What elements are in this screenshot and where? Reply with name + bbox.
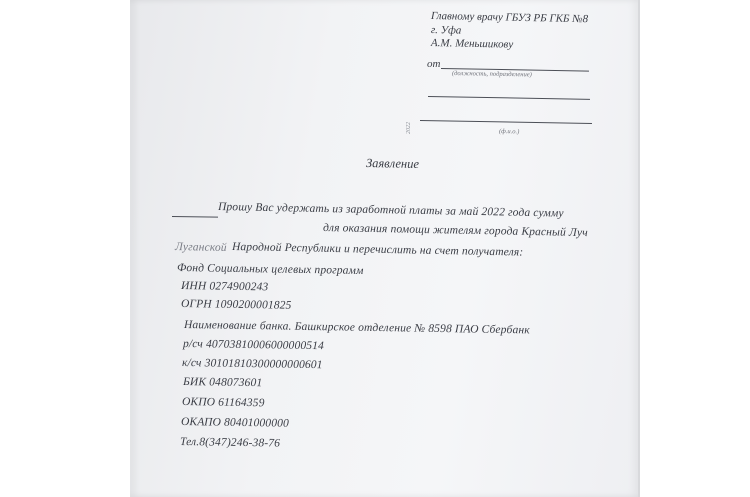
body-line-3-faint: Луганской xyxy=(174,241,227,254)
paper-edge xyxy=(638,0,640,497)
margin-stamp: 2022 xyxy=(406,122,412,134)
detail-rs: р/сч 40703810006000000514 xyxy=(182,338,325,353)
document-title: Заявление xyxy=(365,156,420,171)
detail-bank: Наименование банка. Башкирское отделение № 8598 ПАО Сбербанк xyxy=(183,319,530,337)
body-line-3: Народной Республики и перечислить на счет получателя: xyxy=(231,241,524,259)
from-caption-position: (должность, подразделение) xyxy=(451,70,532,79)
detail-inn: ИНН 0274900243 xyxy=(180,280,269,294)
addressee-line-1: Главному врачу ГБУЗ РБ ГКБ №8 xyxy=(430,10,589,26)
from-caption-name: (ф.и.о.) xyxy=(498,128,520,136)
from-prefix: от xyxy=(427,58,441,70)
detail-okapo: ОКАПО 80401000000 xyxy=(180,416,290,430)
detail-ogrn: ОГРН 1090200001825 xyxy=(180,298,292,312)
detail-fund: Фонд Социальных целевых программ xyxy=(176,262,364,277)
detail-bik: БИК 048073601 xyxy=(182,376,263,390)
body-line-1: Прошу Вас удержать из заработной платы за май 2022 года сумму xyxy=(217,201,564,220)
addressee-line-2: г. Уфа xyxy=(430,24,462,37)
addressee-line-3: А.М. Меньшикову xyxy=(430,37,514,51)
detail-okpo: ОКПО 61164359 xyxy=(181,396,265,410)
body-line-2: для оказания помощи жителям города Красный Луч xyxy=(322,222,588,240)
detail-ks: к/сч 30101810300000000601 xyxy=(181,357,323,372)
detail-phone: Тел.8(347)246-38-76 xyxy=(179,436,281,450)
